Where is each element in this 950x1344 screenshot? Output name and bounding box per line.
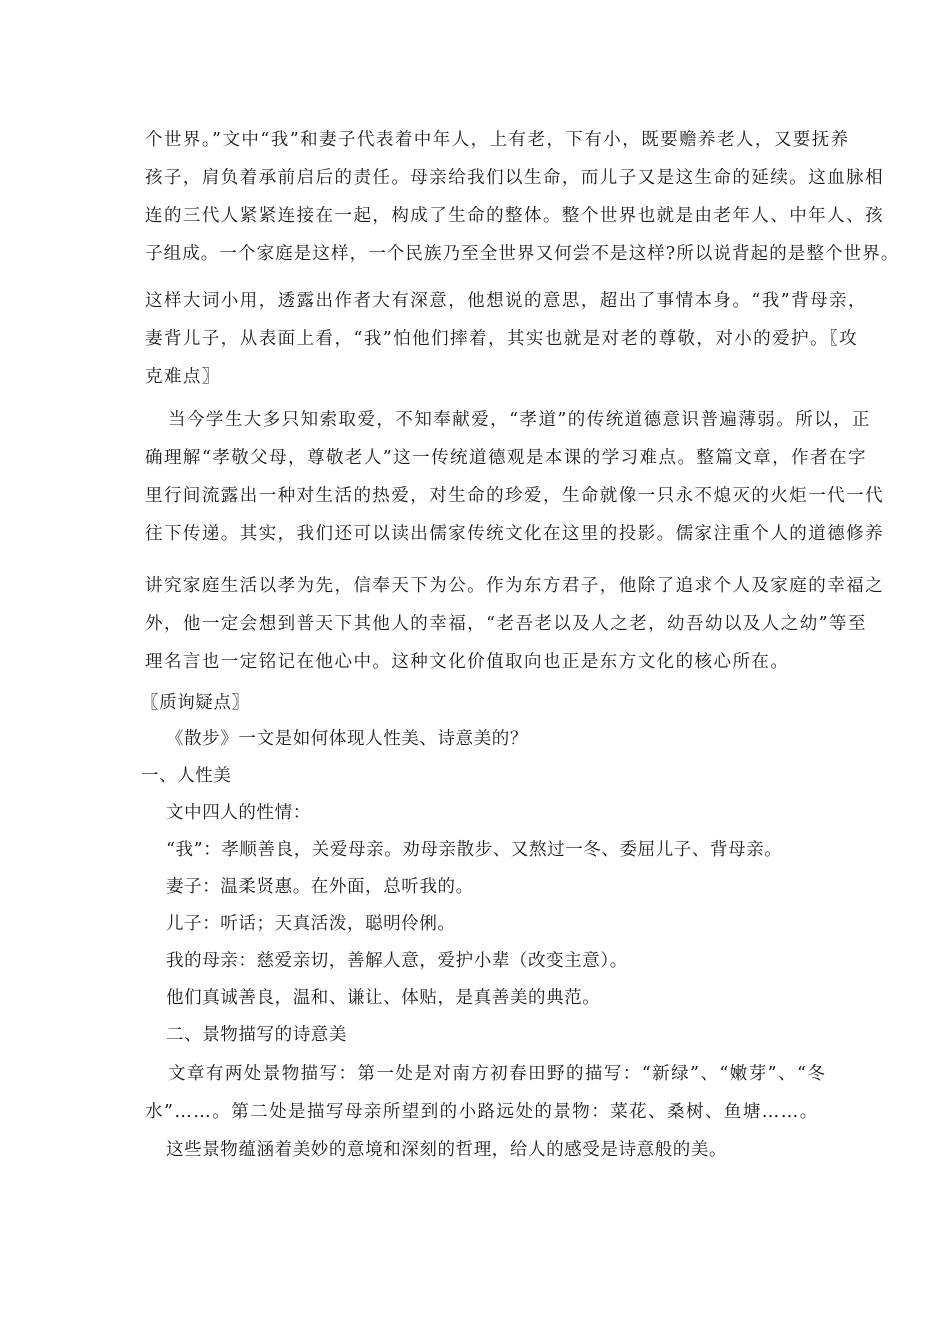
body-text-line: 文章有两处景物描写：第一处是对南方初春田野的描写：“新绿”、“嫩芽”、“冬 [168, 1064, 827, 1084]
body-text-line: 外，他一定会想到普天下其他人的幸福，“老吾老以及人之老，幼吾幼以及人之幼”等至 [145, 614, 867, 634]
character-item: “我”：孝顺善良，关爱母亲。劝母亲散步、又熬过一冬、委屈儿子、背母亲。 [166, 840, 783, 860]
part1-intro: 文中四人的性情： [166, 803, 311, 823]
body-text-line: 个世界。”文中“我”和妻子代表着中年人，上有老，下有小，既要赡养老人，又要抚养 [145, 130, 850, 150]
body-text-line: 理名言也一定铭记在他心中。这种文化价值取向也正是东方文化的核心所在。 [145, 652, 790, 672]
body-text-line: 孩子，肩负着承前启后的责任。母亲给我们以生命，而儿子又是这生命的延续。这血脉相 [145, 168, 885, 188]
body-text-line: 这些景物蕴涵着美妙的意境和深刻的哲理，给人的感受是诗意般的美。 [166, 1140, 728, 1160]
body-text-line: 讲究家庭生活以孝为先，信奉天下为公。作为东方君子，他除了追求个人及家庭的幸福之 [145, 576, 885, 596]
section-heading: 〖质询疑点〗 [141, 693, 250, 713]
body-text-line: 连的三代人紧紧连接在一起，构成了生命的整体。整个世界也就是由老年人、中年人、孩 [145, 206, 885, 226]
body-text-line: 妻背儿子，从表面上看，“我”怕他们摔着，其实也就是对老的尊敬，对小的爱护。〖攻 [145, 329, 859, 349]
part1-heading: 一、人性美 [141, 766, 232, 786]
body-text-line: 往下传递。其实，我们还可以读出儒家传统文化在这里的投影。儒家注重个人的道德修养 [145, 524, 885, 544]
body-text-line: 子组成。一个家庭是这样，一个民族乃至全世界又何尝不是这样?所以说背起的是整个世界。 [145, 244, 900, 264]
character-item: 儿子：听话；天真活泼，聪明伶俐。 [166, 914, 456, 934]
body-text-line: 这样大词小用，透露出作者大有深意，他想说的意思，超出了事情本身。“我”背母亲， [145, 291, 867, 311]
character-summary: 他们真诚善良，温和、谦让、体贴，是真善美的典范。 [166, 988, 601, 1008]
body-text-line: 克难点〗 [145, 367, 221, 387]
body-text-line: 水”……。第二处是描写母亲所望到的小路远处的景物：菜花、桑树、鱼塘……。 [145, 1102, 819, 1122]
body-text-line: 当今学生大多只知索取爱，不知奉献爱，“孝道”的传统道德意识普遍薄弱。所以，正 [168, 410, 871, 430]
character-item: 我的母亲：慈爱亲切，善解人意，爱护小辈（改变主意）。 [166, 951, 628, 971]
character-item: 妻子：温柔贤惠。在外面，总听我的。 [166, 877, 474, 897]
part2-heading: 二、景物描写的诗意美 [166, 1025, 347, 1045]
body-text-line: 里行间流露出一种对生活的热爱，对生命的珍爱，生命就像一只永不熄灭的火炬一代一代 [145, 486, 885, 506]
question-text: 《散步》一文是如何体现人性美、诗意美的？ [166, 729, 528, 749]
body-text-line: 确理解“孝敬父母，尊敬老人”这一传统道德观是本课的学习难点。整篇文章，作者在字 [145, 448, 867, 468]
